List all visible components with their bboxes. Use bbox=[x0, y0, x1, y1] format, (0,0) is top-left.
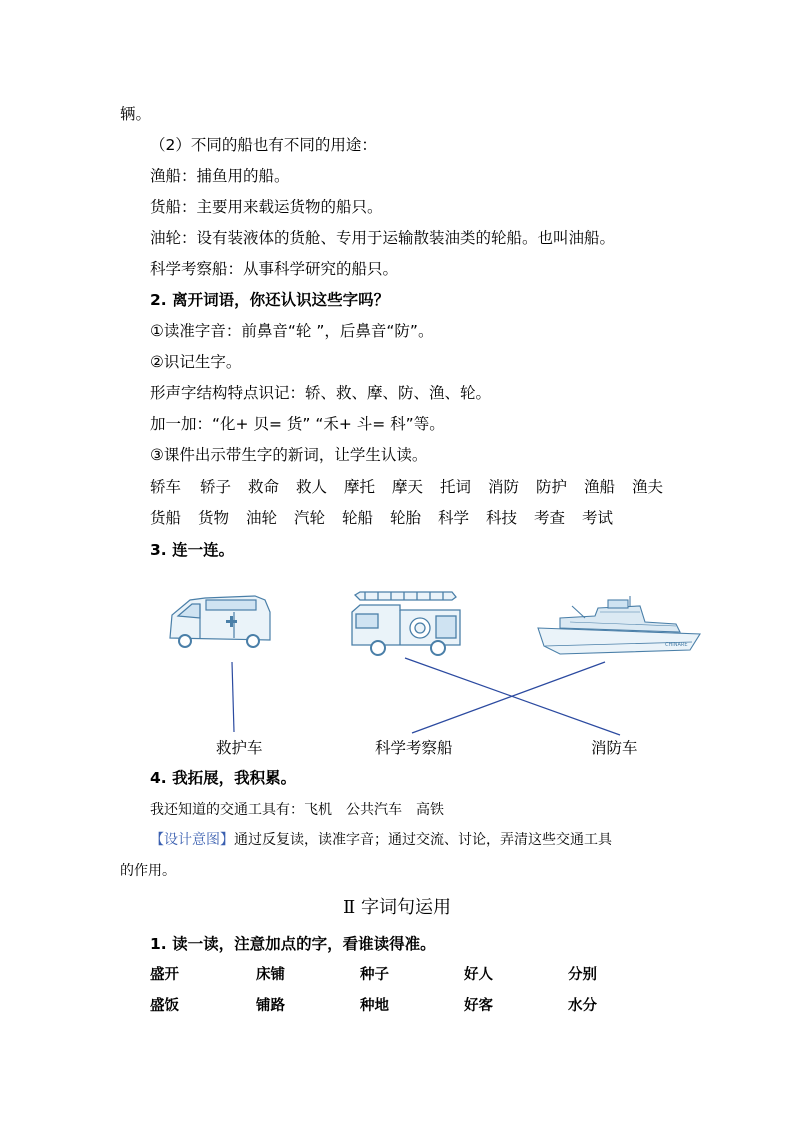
word-item: 防护 bbox=[536, 478, 568, 496]
pinyin-row-2 bbox=[150, 996, 630, 1016]
question-3-title: 3. 连一连。 bbox=[150, 541, 235, 559]
design-intent-text: 通过反复读，读准字音；通过交流、讨论，弄清这些交通工具 bbox=[234, 832, 612, 848]
word-item: 种子 bbox=[360, 966, 389, 983]
label-science-ship: 科学考察船 bbox=[375, 739, 453, 757]
word-item: 货船 bbox=[150, 509, 182, 527]
ambulance-icon bbox=[170, 596, 270, 647]
question-4-title: 4. 我拓展，我积累。 bbox=[150, 769, 297, 787]
word-item: 轿子 bbox=[200, 478, 232, 496]
q4-answer: 我还知道的交通工具有：飞机 公共汽车 高铁 bbox=[150, 802, 444, 818]
word-item: 渔夫 bbox=[632, 478, 664, 496]
q2-add: 加一加：“化+ 贝= 货” “禾+ 斗= 科”等。 bbox=[150, 415, 445, 433]
word-item: 轮胎 bbox=[390, 509, 422, 527]
word-item: 油轮 bbox=[246, 509, 278, 527]
point-2-heading: （2）不同的船也有不同的用途： bbox=[150, 136, 377, 154]
label-fire-truck: 消防车 bbox=[591, 739, 638, 757]
word-item: 铺路 bbox=[256, 997, 285, 1014]
section-2-title: Ⅱ 字词句运用 bbox=[343, 897, 451, 918]
question-2-title: 2. 离开词语，你还认识这些字吗？ bbox=[150, 291, 390, 309]
ship-name-text: CHINARE bbox=[665, 642, 688, 648]
tanker-definition: 油轮：设有装液体的货舱、专用于运输散装油类的轮船。也叫油船。 bbox=[150, 229, 616, 247]
fishing-boat-definition: 渔船：捕鱼用的船。 bbox=[150, 167, 290, 185]
word-item: 科技 bbox=[486, 509, 518, 527]
word-item: 床铺 bbox=[256, 966, 285, 983]
word-item: 救人 bbox=[296, 478, 328, 496]
word-item: 轿车 bbox=[150, 478, 182, 496]
word-item: 轮船 bbox=[342, 509, 374, 527]
word-item: 托词 bbox=[440, 478, 472, 496]
word-item: 救命 bbox=[248, 478, 280, 496]
fire-truck-icon bbox=[352, 592, 460, 655]
q2-courseware: ③课件出示带生字的新词，让学生认读。 bbox=[150, 446, 428, 464]
pinyin-row-1 bbox=[150, 965, 630, 985]
word-item: 摩托 bbox=[344, 478, 376, 496]
word-item: 消防 bbox=[488, 478, 520, 496]
design-intent-cont: 的作用。 bbox=[120, 863, 176, 879]
word-item: 渔船 bbox=[584, 478, 616, 496]
section-2-q1-title: 1. 读一读，注意加点的字，看谁读得准。 bbox=[150, 935, 436, 953]
q2-structure: 形声字结构特点识记：轿、救、摩、防、渔、轮。 bbox=[150, 384, 492, 402]
word-item: 考查 bbox=[534, 509, 566, 527]
design-intent-tag: 【设计意图】 bbox=[150, 832, 234, 848]
word-item: 科学 bbox=[438, 509, 470, 527]
word-item: 种地 bbox=[360, 997, 389, 1014]
design-intent-line bbox=[150, 830, 612, 850]
word-item: 水分 bbox=[568, 997, 597, 1014]
word-item: 好客 bbox=[464, 997, 493, 1014]
match-line-ship bbox=[412, 662, 605, 733]
q2-recognize: ②识记生字。 bbox=[150, 353, 242, 371]
word-item: 好人 bbox=[464, 966, 493, 983]
word-item: 货物 bbox=[198, 509, 230, 527]
continued-text: 辆。 bbox=[120, 105, 152, 123]
word-item: 分别 bbox=[568, 966, 597, 983]
match-line-ambulance bbox=[232, 662, 234, 732]
word-item: 盛开 bbox=[150, 966, 179, 983]
cargo-ship-definition: 货船：主要用来载运货物的船只。 bbox=[150, 198, 383, 216]
label-ambulance: 救护车 bbox=[216, 739, 263, 757]
word-item: 汽轮 bbox=[294, 509, 326, 527]
word-item: 考试 bbox=[582, 509, 614, 527]
science-ship-definition: 科学考察船：从事科学研究的船只。 bbox=[150, 260, 399, 278]
word-item: 摩天 bbox=[392, 478, 424, 496]
q2-pronunciation: ①读准字音：前鼻音“轮 ”，后鼻音“防”。 bbox=[150, 322, 434, 340]
word-item: 盛饭 bbox=[150, 997, 179, 1014]
